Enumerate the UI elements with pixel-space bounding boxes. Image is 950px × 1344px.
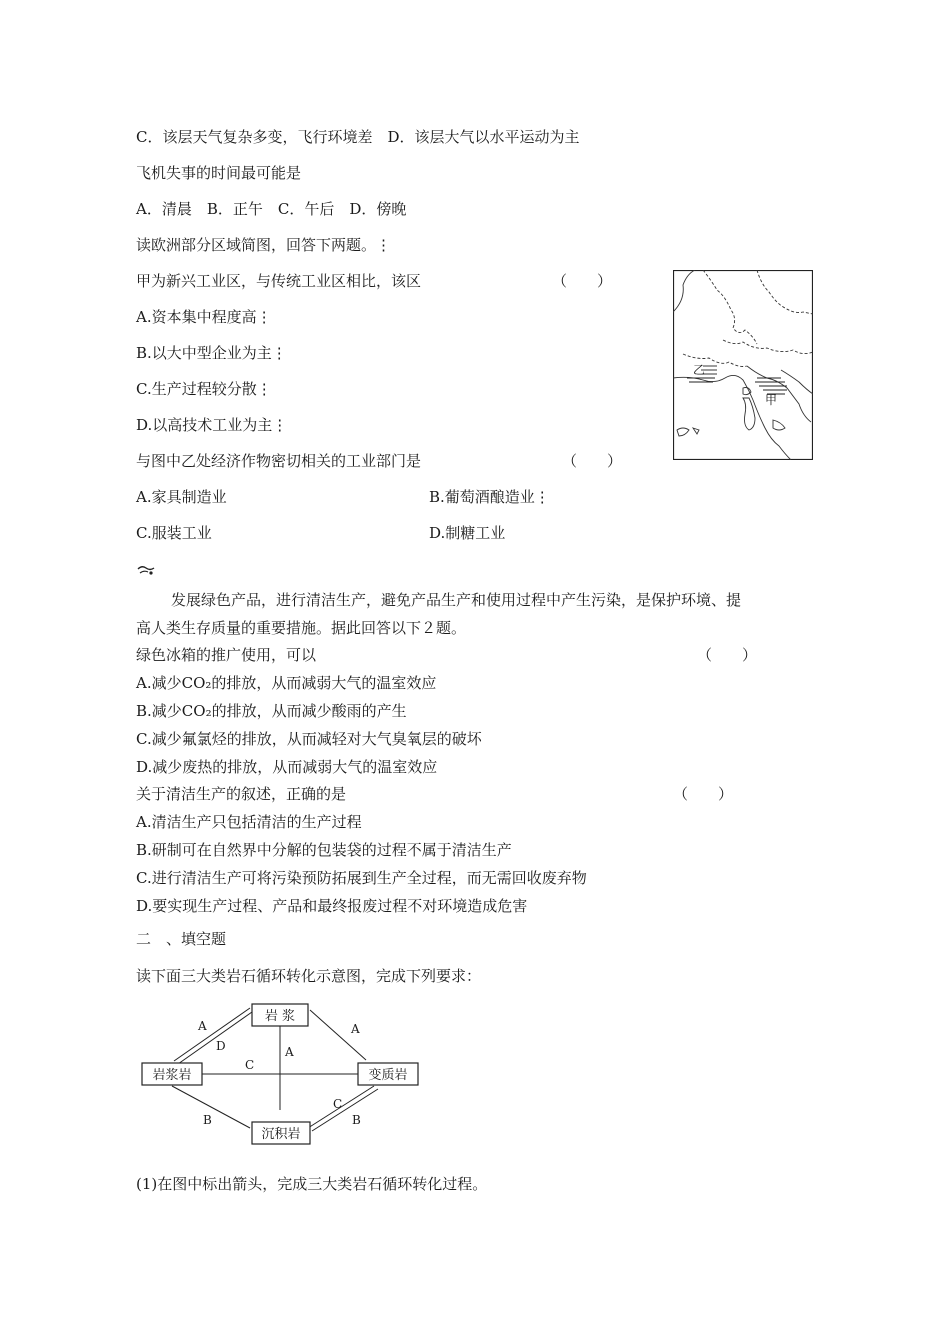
option-c-d-line: C．该层天气复杂多变，飞行环境差 D．该层大气以水平运动为主	[136, 128, 580, 146]
rock-igneous-label: 岩浆岩	[152, 1068, 192, 1083]
option-jia-c: C.生产过程较分散⋮	[136, 380, 272, 398]
option-fridge-b: B.减少CO₂的排放，从而减少酸雨的产生	[136, 702, 407, 720]
question-jia: 甲为新兴工业区，与传统工业区相比，该区	[136, 272, 422, 290]
answer-paren-jia: （ ）	[552, 272, 613, 290]
edge-label-c-center: C	[245, 1058, 255, 1072]
europe-region-map	[673, 270, 813, 460]
europe-map-intro: 读欧洲部分区域简图，回答下两题。⋮	[136, 236, 392, 254]
answer-paren-yi: （ ）	[562, 452, 623, 470]
option-clean-c: C.进行清洁生产可将污染预防拓展到生产全过程，而无需回收废弃物	[136, 869, 587, 887]
rock-cycle-question-1: (1)在图中标出箭头，完成三大类岩石循环转化过程。	[136, 1175, 488, 1193]
section-heading-fill-in: 二 、填空题	[136, 930, 227, 948]
edge-label-b-left: B	[203, 1113, 212, 1127]
question-fridge: 绿色冰箱的推广使用，可以	[136, 646, 317, 664]
edge-label-d: D	[216, 1039, 226, 1053]
question-clean-production: 关于清洁生产的叙述，正确的是	[136, 785, 347, 803]
map-label-yi: 乙	[693, 363, 706, 377]
question-flight-time-options: A．清晨 B．正午 C．午后 D．傍晚	[136, 200, 407, 218]
question-flight-time: 飞机失事的时间最可能是	[136, 164, 302, 182]
edge-label-a-center: A	[285, 1045, 294, 1059]
option-yi-c: C.服装工业	[136, 524, 212, 542]
option-yi-b: B.葡萄酒酿造业⋮	[429, 488, 550, 506]
rock-sedimentary-label: 沉积岩	[261, 1127, 301, 1142]
section-mark-icon	[136, 563, 156, 577]
option-clean-d: D.要实现生产过程、产品和最终报废过程不对环境造成危害	[136, 897, 528, 915]
green-intro-line-1: 发展绿色产品，进行清洁生产，避免产品生产和使用过程中产生污染，是保护环境、提	[171, 591, 742, 609]
rock-cycle-intro: 读下面三大类岩石循环转化示意图，完成下列要求：	[136, 967, 482, 985]
question-yi: 与图中乙处经济作物密切相关的工业部门是	[136, 452, 422, 470]
option-jia-d: D.以高技术工业为主⋮	[136, 416, 288, 434]
rock-metamorphic-label: 变质岩	[368, 1068, 408, 1083]
answer-paren-fridge: （ ）	[697, 646, 758, 664]
answer-paren-clean: （ ）	[673, 785, 734, 803]
edge-label-c-right: C	[333, 1097, 343, 1111]
edge-label-b-right: B	[352, 1113, 361, 1127]
rock-magma-label: 岩 浆	[264, 1009, 296, 1024]
option-clean-b: B.研制可在自然界中分解的包装袋的过程不属于清洁生产	[136, 841, 512, 859]
edge-label-a-left: A	[198, 1019, 207, 1033]
option-yi-a: A.家具制造业	[136, 488, 227, 506]
option-clean-a: A.清洁生产只包括清洁的生产过程	[136, 813, 362, 831]
edge-label-a-right: A	[351, 1022, 360, 1036]
option-jia-b: B.以大中型企业为主⋮	[136, 344, 287, 362]
option-fridge-c: C.减少氟氯烃的排放，从而减轻对大气臭氧层的破坏	[136, 730, 482, 748]
option-yi-d: D.制糖工业	[429, 524, 506, 542]
option-jia-a: A.资本集中程度高⋮	[136, 308, 272, 326]
option-fridge-d: D.减少废热的排放，从而减弱大气的温室效应	[136, 758, 438, 776]
green-intro-line-2: 高人类生存质量的重要措施。据此回答以下２题。	[136, 619, 467, 637]
rock-cycle-diagram	[138, 998, 428, 1150]
option-fridge-a: A.减少CO₂的排放，从而减弱大气的温室效应	[136, 674, 437, 692]
map-label-jia: 甲	[765, 393, 778, 407]
